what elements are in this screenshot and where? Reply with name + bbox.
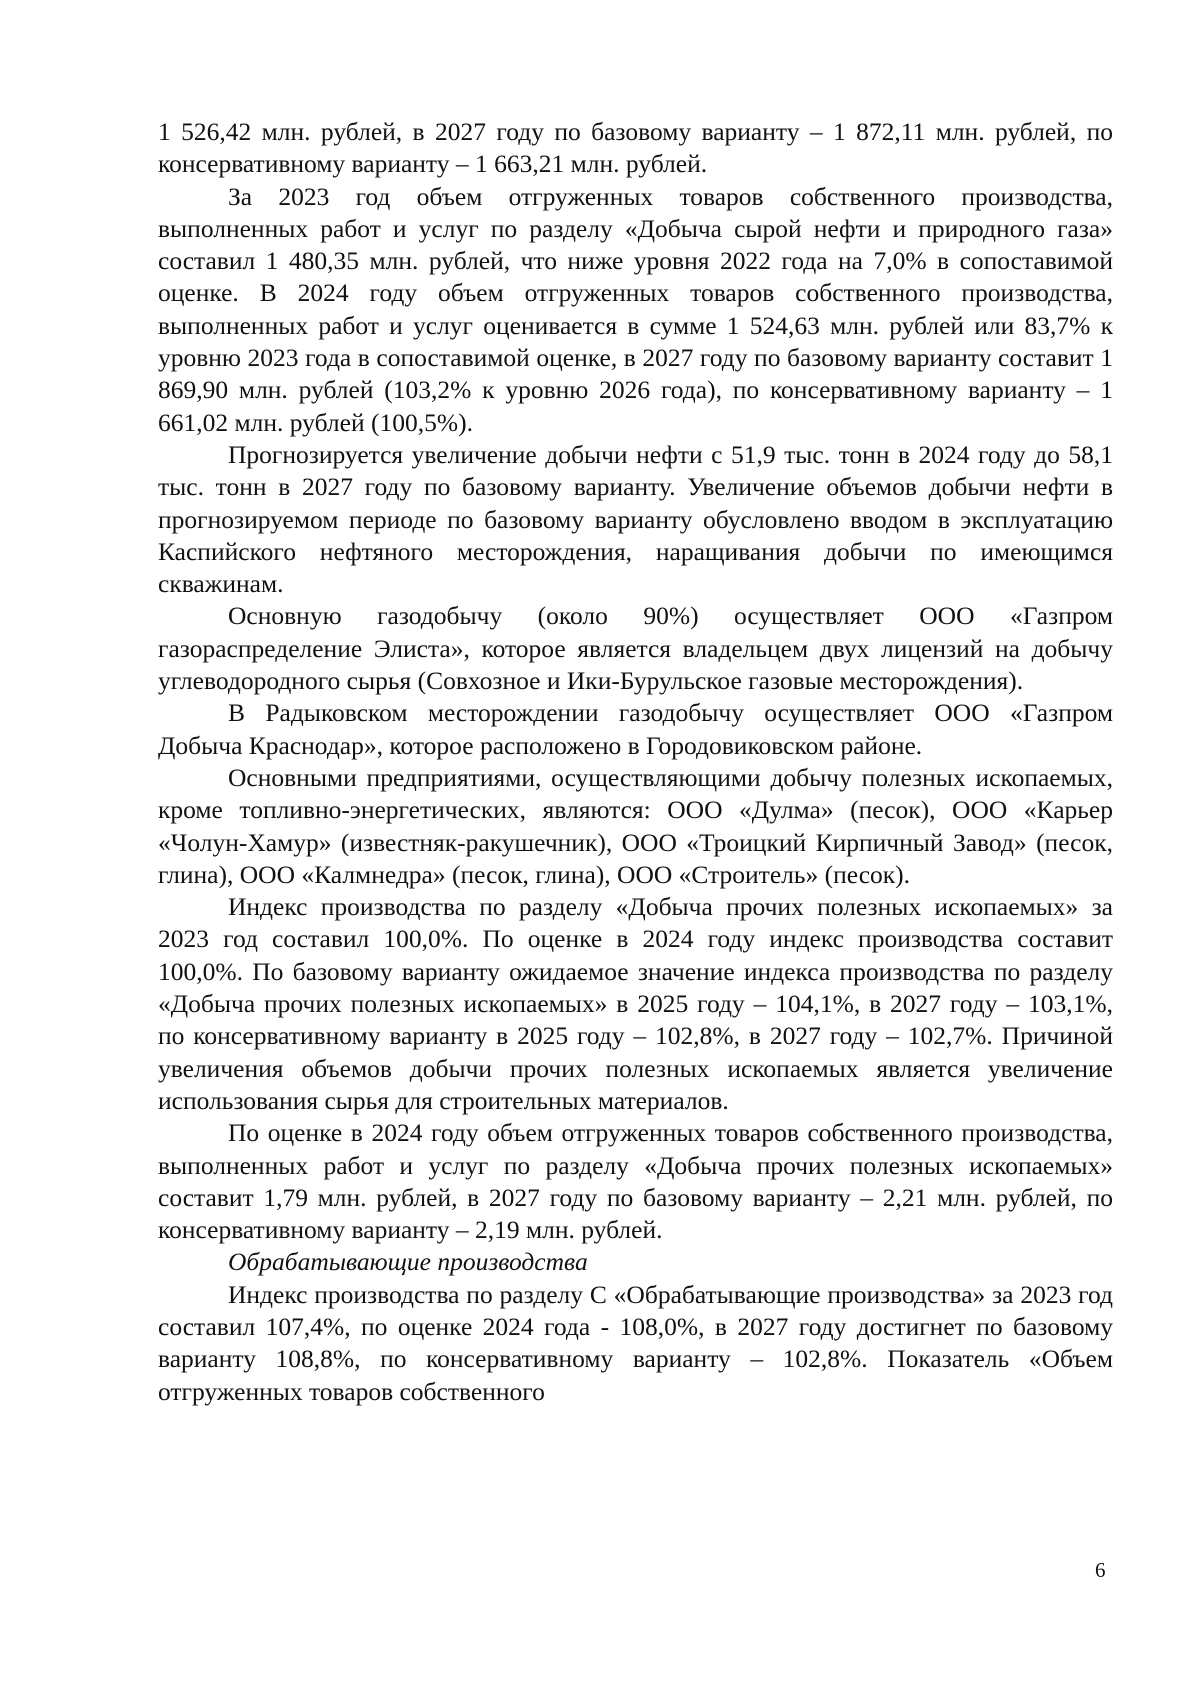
- paragraph-oil-gas-shipments: За 2023 год объем отгруженных товаров собственного производства, выполненных работ и услуг по разделу «Добыча сырой нефти и природного газа» составил 1 480,35 млн. рублей, что ниже уровня 2022 года на 7,0% в сопоставимой оценке. В 2024 году объем отгруженных товаров собственного производства, выполненных работ и услуг оценивается в сумме 1 524,63 млн. рублей или 83,7% к уровню 2023 года в сопоставимой оценке, в 2027 году по базовому варианту составит 1 869,90 млн. рублей (103,2% к уровню 2026 года), по консервативному варианту – 1 661,02 млн. рублей (100,5%).: [158, 181, 1113, 437]
- body-text: [158, 116, 1113, 1408]
- paragraph-manufacturing-index: Индекс производства по разделу С «Обрабатывающие производства» за 2023 год составил 107,4%, по оценке 2024 года - 108,0%, в 2027 году достигнет по базовому варианту 108,8%, по консервативному варианту – 102,8%. Показатель «Объем отгруженных товаров собственного: [158, 1279, 1113, 1406]
- section-heading: Обрабатывающие производства: [228, 1247, 588, 1277]
- paragraph-oil-production-forecast: Прогнозируется увеличение добычи нефти с 51,9 тыс. тонн в 2024 году до 58,1 тыс. тонн в 2027 году по базовому варианту. Увеличение объемов добычи нефти в прогнозируемом периоде по базовому варианту обусловлено вводом в эксплуатацию Каспийского нефтяного месторождения, наращивания добычи по имеющимся скважинам.: [158, 439, 1113, 599]
- paragraph-mining-enterprises: Основными предприятиями, осуществляющими добычу полезных ископаемых, кроме топливно-энергетических, являются: ООО «Дулма» (песок), ООО «Карьер «Чолун-Хамур» (известняк-ракушечник), ООО «Троицкий Кирпичный Завод» (песок, глина), ООО «Калмнедра» (песок, глина), ООО «Строитель» (песок).: [158, 762, 1113, 889]
- paragraph-continuation: 1 526,42 млн. рублей, в 2027 году по базовому варианту – 1 872,11 млн. рублей, по консервативному варианту – 1 663,21 млн. рублей.: [158, 117, 1113, 179]
- page-number: 6: [1095, 1558, 1106, 1582]
- paragraph-gas-production: Основную газодобычу (около 90%) осуществляет ООО «Газпром газораспределение Элиста», которое является владельцем двух лицензий на добычу углеводородного сырья (Совхозное и Ики-Бурульское газовые месторождения).: [158, 601, 1113, 696]
- paragraph-radykovskoe-field: В Радыковском месторождении газодобычу осуществляет ООО «Газпром Добыча Краснодар», которое расположено в Городовиковском районе.: [158, 698, 1113, 760]
- paragraph-other-minerals-index: Индекс производства по разделу «Добыча прочих полезных ископаемых» за 2023 год составил 100,0%. По оценке в 2024 году индекс производства составит 100,0%. По базовому варианту ожидаемое значение индекса производства по разделу «Добыча прочих полезных ископаемых» в 2025 году – 104,1%, в 2027 году – 103,1%, по консервативному варианту в 2025 году – 102,8%, в 2027 году – 102,7%. Причиной увеличения объемов добычи прочих полезных ископаемых является увеличение использования сырья для строительных материалов.: [158, 892, 1113, 1115]
- paragraph-other-minerals-shipments: По оценке в 2024 году объем отгруженных товаров собственного производства, выполненных работ и услуг по разделу «Добыча прочих полезных ископаемых» составит 1,79 млн. рублей, в 2027 году по базовому варианту – 2,21 млн. рублей, по консервативному варианту – 2,19 млн. рублей.: [158, 1118, 1113, 1245]
